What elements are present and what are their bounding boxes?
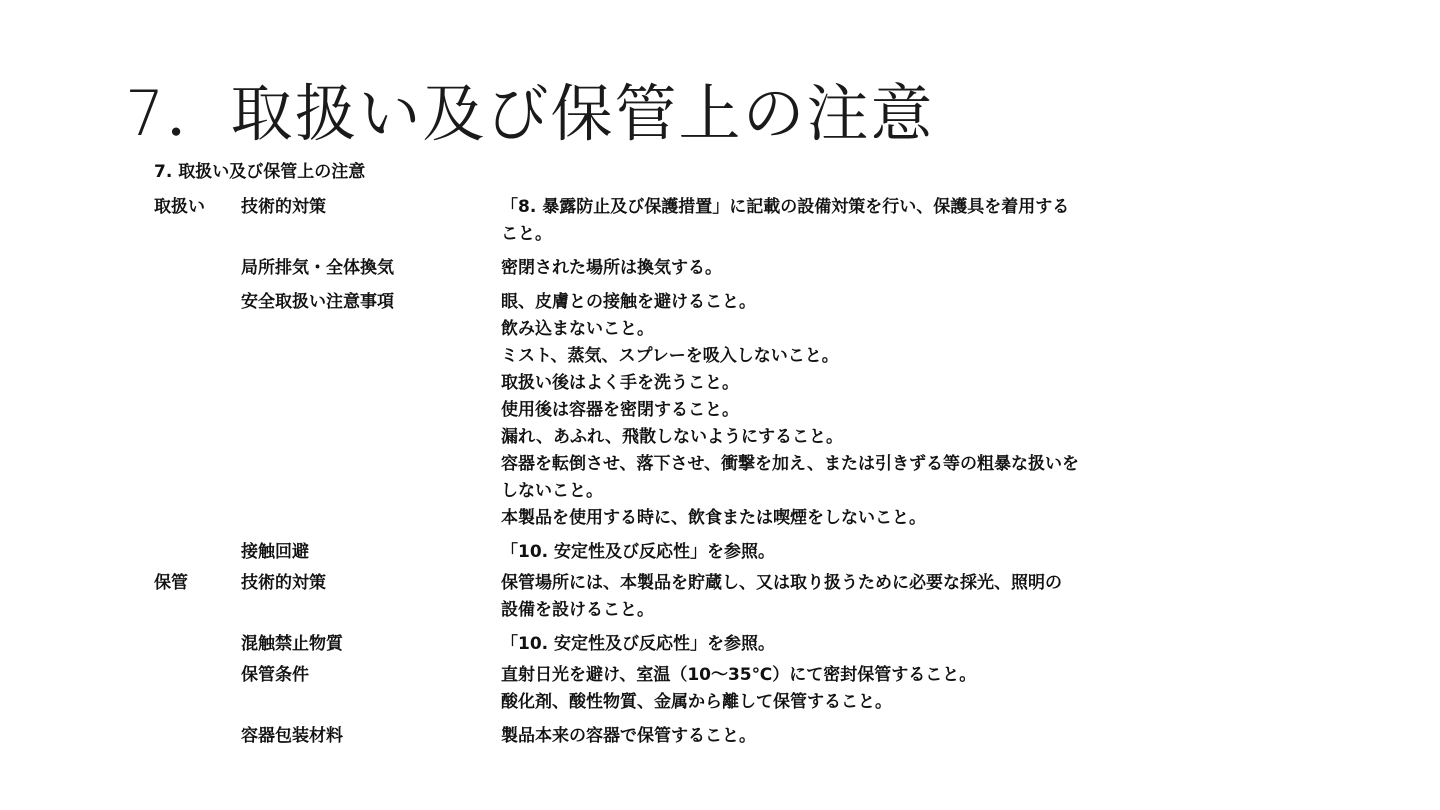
- description-line: 取扱い後はよく手を洗うこと。: [501, 373, 739, 393]
- item-label: 技術的対策: [241, 197, 326, 217]
- row-handling-ventilation: [154, 255, 1164, 282]
- description-line: 使用後は容器を密閉すること。: [501, 400, 739, 420]
- description-line: 直射日光を避け、室温（10～35℃）にて密封保管すること。: [501, 665, 977, 685]
- description-line: 漏れ、あふれ、飛散しないようにすること。: [501, 427, 844, 447]
- description-line: 保管場所には、本製品を貯蔵し、又は取り扱うために必要な採光、照明の: [501, 573, 1062, 593]
- description-line: 「10. 安定性及び反応性」を参照。: [501, 542, 776, 562]
- item-label: 局所排気・全体換気: [241, 258, 394, 278]
- row-storage-packaging: [154, 723, 1164, 750]
- description-line: 酸化剤、酸性物質、金属から離して保管すること。: [501, 692, 892, 712]
- row-storage-technical-measures: [154, 570, 1164, 624]
- description-line: 「10. 安定性及び反応性」を参照。: [501, 634, 776, 654]
- description-line: こと。: [501, 224, 552, 244]
- description-line: 容器を転倒させ、落下させ、衝撃を加え、または引きずる等の粗暴な扱いを: [501, 454, 1079, 474]
- row-handling-contact-avoidance: [154, 539, 1164, 566]
- item-label: 容器包装材料: [241, 726, 343, 746]
- item-description: [501, 255, 1164, 282]
- slide-title: 7．取扱い及び保管上の注意: [125, 77, 935, 150]
- item-description: [501, 289, 1164, 532]
- description-line: 眼、皮膚との接触を避けること。: [501, 292, 756, 312]
- description-line: 飲み込まないこと。: [501, 319, 654, 339]
- item-description: [501, 723, 1164, 750]
- description-line: 密閉された場所は換気する。: [501, 258, 722, 278]
- category-storage: 保管: [154, 573, 188, 593]
- row-storage-conditions: [154, 662, 1164, 716]
- item-label: 混触禁止物質: [241, 634, 343, 654]
- item-label: 技術的対策: [241, 573, 326, 593]
- row-storage-incompatible-materials: [154, 631, 1164, 658]
- item-description: [501, 662, 1164, 716]
- sds-section-7-image: [154, 160, 1164, 757]
- description-line: 製品本来の容器で保管すること。: [501, 726, 756, 746]
- item-label: 安全取扱い注意事項: [241, 292, 394, 312]
- row-handling-technical-measures: [154, 194, 1164, 248]
- description-line: 「8. 暴露防止及び保護措置」に記載の設備対策を行い、保護具を着用する: [501, 197, 1070, 217]
- item-description: [501, 539, 1164, 566]
- item-description: [501, 570, 1164, 624]
- item-description: [501, 631, 1164, 658]
- item-label: 接触回避: [241, 542, 309, 562]
- category-handling: 取扱い: [154, 197, 205, 217]
- description-line: しないこと。: [501, 481, 603, 501]
- description-line: ミスト、蒸気、スプレーを吸入しないこと。: [501, 346, 839, 366]
- section-heading: 7. 取扱い及び保管上の注意: [154, 162, 366, 182]
- description-line: 設備を設けること。: [501, 600, 654, 620]
- item-description: [501, 194, 1164, 248]
- item-label: 保管条件: [241, 665, 309, 685]
- row-handling-safety-precautions: [154, 289, 1164, 532]
- description-line: 本製品を使用する時に、飲食または喫煙をしないこと。: [501, 508, 926, 528]
